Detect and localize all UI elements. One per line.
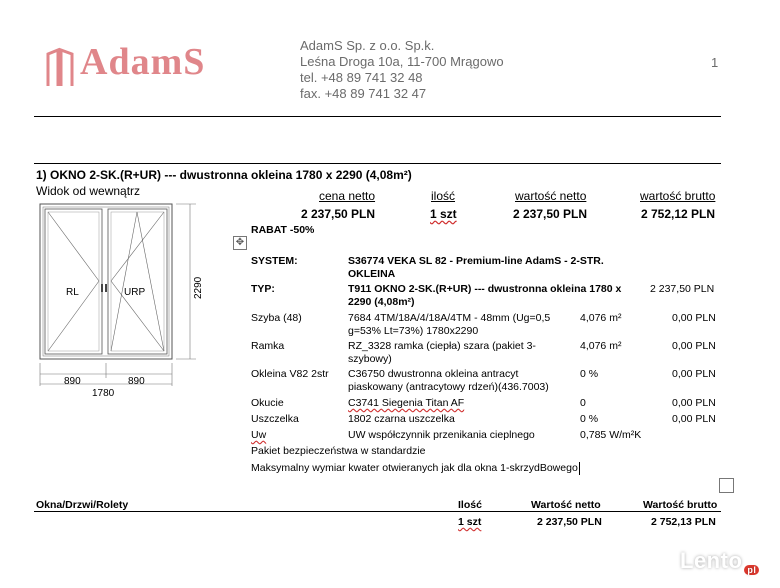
spec-label-ramka: Ramka	[251, 340, 285, 352]
left-sash-label: RL	[66, 287, 79, 298]
system-value-line1: S36774 VEKA SL 82 - Premium-line AdamS - 2-STR.	[348, 255, 604, 267]
spec-label-uszczelka: Uszczelka	[251, 413, 299, 425]
value-cena-netto: 2 237,50 PLN	[301, 207, 376, 221]
summary-header-netto: Wartość netto	[531, 499, 601, 511]
summary-ilosc: 1 szt	[458, 516, 482, 528]
spec-qty-okleina: 0 %	[580, 368, 599, 380]
summary-netto: 2 237,50 PLN	[537, 516, 602, 528]
spec-qty-ramka: 4,076 m²	[580, 340, 622, 352]
typ-label: TYP:	[251, 283, 275, 295]
header-wartosc-netto: wartość netto	[515, 189, 587, 203]
spec-desc-line: g=53% Lt=73%) 1780x2290	[348, 325, 479, 337]
spec-price-okleina: 0,00 PLN	[672, 368, 716, 380]
spec-price-szyba: 0,00 PLN	[672, 312, 716, 324]
window-drawing	[34, 198, 224, 403]
summary-brutto: 2 752,13 PLN	[651, 516, 716, 528]
spec-label-okucie: Okucie	[251, 397, 284, 409]
spec-label-okleina: Okleina V82 2str	[251, 368, 329, 380]
note-security: Pakiet bezpieczeństwa w standardzie	[251, 445, 426, 457]
spec-label-szyba: Szyba (48)	[251, 312, 302, 324]
spec-desc-line: RZ_3328 ramka (ciepła) szara (pakiet 3-	[348, 340, 536, 352]
spec-desc-okucie: C3741 Siegenia Titan AF	[348, 397, 465, 409]
height-dimension: 2290	[193, 276, 204, 299]
spec-qty-okucie: 0	[580, 397, 586, 409]
summary-header-ilosc: Ilość	[458, 499, 482, 511]
spec-price-okucie: 0,00 PLN	[672, 397, 716, 409]
company-logo	[44, 41, 219, 92]
spec-label-uw: Uw	[251, 429, 267, 441]
typ-value	[348, 283, 621, 309]
spec-qty-uszczelka: 0 %	[580, 413, 599, 425]
company-phone: tel. +48 89 741 32 48	[300, 70, 423, 85]
right-sash-label: URP	[124, 287, 146, 298]
spec-desc-line: piaskowany (antracytowy rdzeń)(436.7003)	[348, 381, 549, 393]
company-fax: fax. +48 89 741 32 47	[300, 86, 427, 101]
typ-value-line2: 2290 (4,08m²)	[348, 296, 415, 308]
company-name: AdamS Sp. z o.o. Sp.k.	[300, 38, 435, 53]
summary-header-brutto: Wartość brutto	[643, 499, 718, 511]
spec-desc-line: szybowy)	[348, 353, 392, 365]
note-max-size[interactable]: Maksymalny wymiar kwater otwieranych jak dla okna 1-skrzydBowego	[251, 462, 578, 474]
width-left-dimension: 890	[64, 376, 81, 387]
spec-desc-line: 7684 4TM/18A/4/18A/4TM - 48mm (Ug=0,5	[348, 312, 551, 324]
left-handle-icon	[101, 284, 103, 292]
summary-divider	[34, 511, 721, 512]
spec-desc-uszczelka: 1802 czarna uszczelka	[348, 413, 455, 425]
right-handle-icon	[105, 284, 107, 292]
company-street: Leśna Droga 10a, 11-700 Mrągowo	[300, 54, 504, 69]
spec-desc-uw: UW współczynnik przenikania cieplnego	[348, 429, 535, 441]
typ-price: 2 237,50 PLN	[650, 283, 715, 295]
header-cena-netto: cena netto	[319, 189, 376, 203]
table-move-handle-icon[interactable]: ✥	[233, 236, 247, 250]
company-address	[300, 38, 504, 102]
spec-price-ramka: 0,00 PLN	[672, 340, 716, 352]
spec-desc-ramka	[348, 340, 536, 366]
spec-qty-szyba: 4,076 m²	[580, 312, 622, 324]
header-wartosc-brutto: wartość brutto	[640, 189, 716, 203]
spec-desc-line: C36750 dwustronna okleina antracyt	[348, 368, 519, 380]
value-wartosc-netto: 2 237,50 PLN	[513, 207, 588, 221]
system-label: SYSTEM:	[251, 255, 298, 267]
spec-desc-okleina	[348, 368, 549, 394]
view-label: Widok od wewnątrz	[36, 184, 141, 198]
width-total-dimension: 1780	[92, 388, 115, 399]
lento-watermark	[680, 548, 759, 575]
value-ilosc: 1 szt	[430, 207, 457, 221]
summary-header-items: Okna/Drzwi/Rolety	[36, 499, 129, 511]
rabat-label: RABAT -50%	[251, 224, 315, 236]
spec-qty-uw: 0,785 W/m²K	[580, 429, 642, 441]
item-title: 1) OKNO 2-SK.(R+UR) --- dwustronna okleina 1780 x 2290 (4,08m²)	[36, 168, 412, 182]
system-value-line2: OKLEINA	[348, 268, 396, 280]
spec-desc-szyba	[348, 312, 550, 338]
lento-watermark-text: Lento	[680, 548, 743, 573]
typ-value-line1: T911 OKNO 2-SK.(R+UR) --- dwustronna okleina 1780 x	[348, 283, 622, 295]
lento-watermark-suffix: pl	[744, 565, 759, 575]
logo-window-icon	[44, 46, 76, 90]
end-checkbox[interactable]	[719, 478, 734, 493]
header-divider	[34, 116, 721, 117]
value-wartosc-brutto: 2 752,12 PLN	[641, 207, 716, 221]
system-value	[348, 255, 604, 281]
logo-text: AdamS	[80, 41, 206, 83]
width-right-dimension: 890	[128, 376, 145, 387]
page-number: 1	[711, 55, 719, 70]
title-divider	[34, 163, 721, 164]
header-ilosc: ilość	[431, 189, 456, 203]
spec-price-uszczelka: 0,00 PLN	[672, 413, 716, 425]
